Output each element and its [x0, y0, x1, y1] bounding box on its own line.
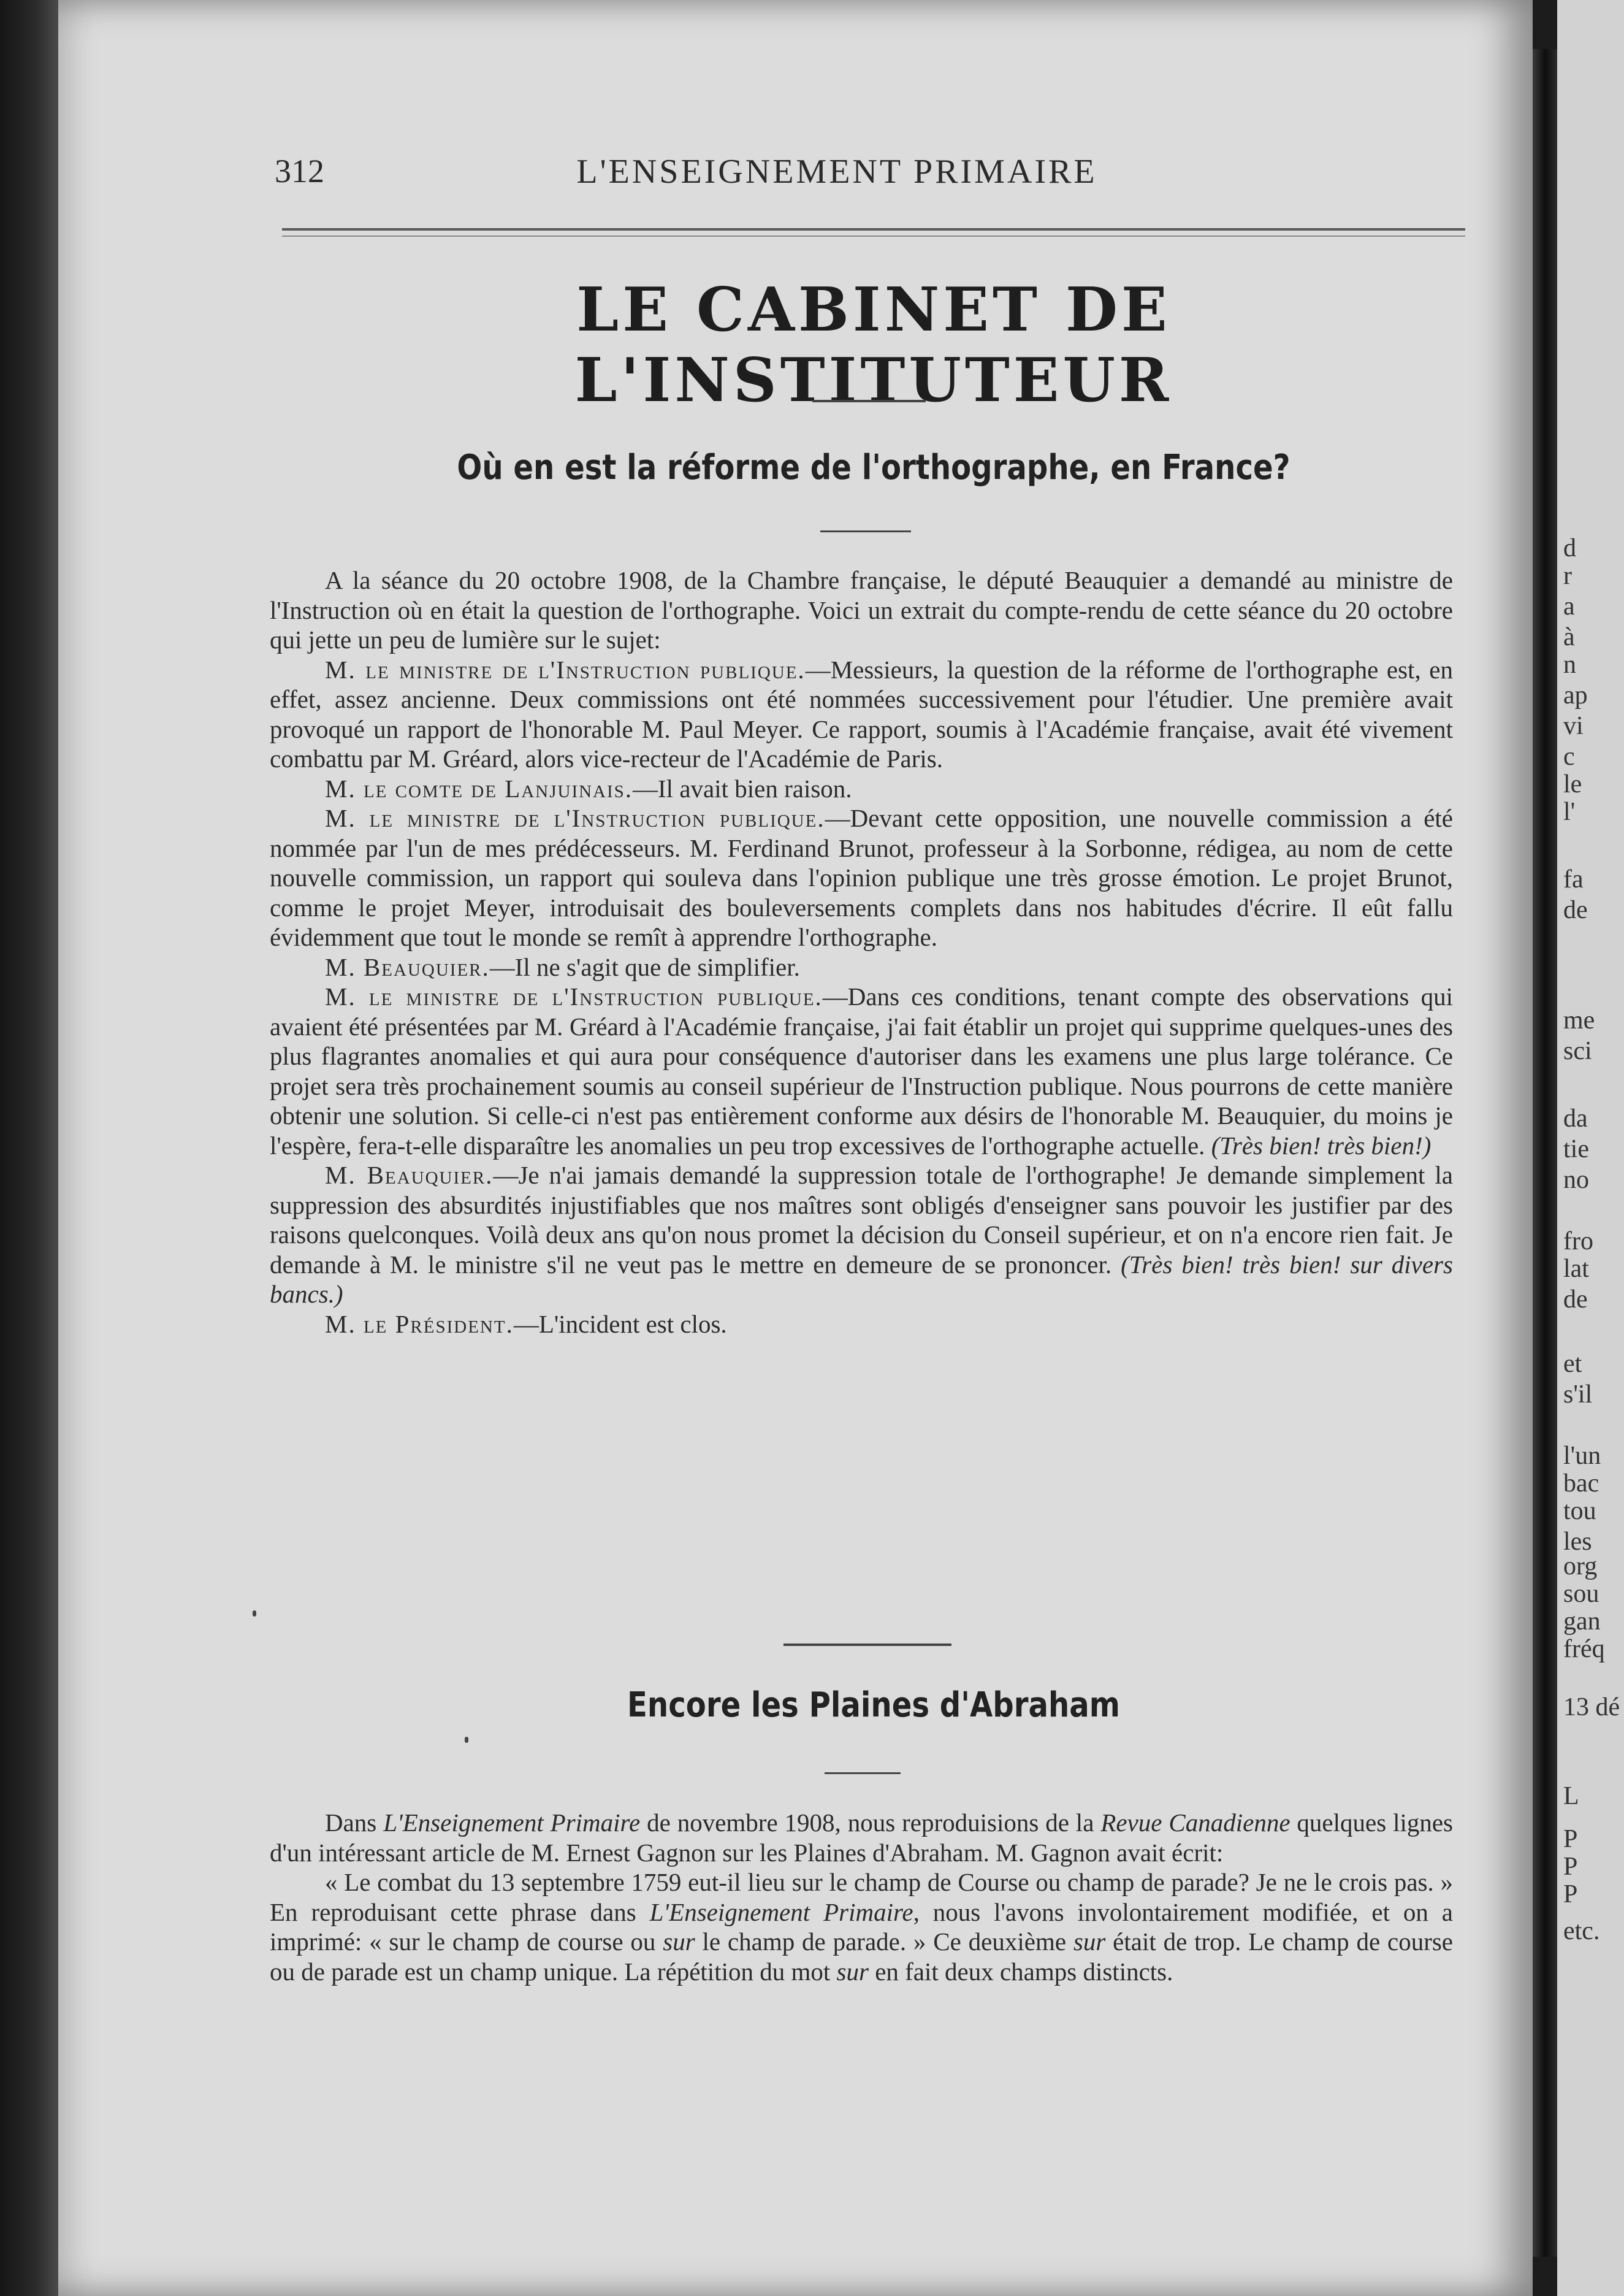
- text-run: était de trop. Le champ de course ou de parade est un champ unique. La répétition du mot: [270, 1927, 1453, 1986]
- facing-page-fragment: et: [1563, 1350, 1582, 1378]
- page-number: 312: [275, 153, 324, 189]
- speaker-name: M. Beauquier.: [325, 1161, 494, 1189]
- ornament-rule: [783, 1644, 951, 1646]
- facing-page-fragment: fa: [1563, 865, 1584, 894]
- emphasis: sur: [836, 1957, 869, 1986]
- article-body: [270, 1808, 1453, 1986]
- facing-page-fragment: tou: [1563, 1497, 1596, 1525]
- paragraph: [270, 1808, 1453, 1867]
- facing-page-fragment: sou: [1563, 1580, 1599, 1608]
- applause-note: (Très bien! très bien!): [1211, 1131, 1431, 1160]
- speech-paragraph: [270, 655, 1453, 774]
- facing-page-fragment: P: [1563, 1880, 1578, 1908]
- header-rule-thin: [282, 235, 1465, 237]
- applause-note: (Très bien! très bien! sur divers bancs.): [270, 1250, 1453, 1308]
- emphasis: sur: [663, 1927, 695, 1956]
- journal-name: L'Enseignement Primaire: [383, 1808, 641, 1837]
- journal-name: Revue Canadienne: [1100, 1808, 1290, 1837]
- debate-transcript: [270, 655, 1453, 1339]
- speaker-name: M. le ministre de l'Instruction publique.: [325, 655, 806, 684]
- speech-text: —Dans ces conditions, tenant compte des observations qui avaient été présentées par M. Gréard à l'Académie française, j'ai fait établir un projet qui supprime quelques-unes des plus flagrantes anomalies et qui aura pour conséquence d'autoriser dans les examens une plus large tolérance. Ce projet sera très prochainement soumis au conseil supérieur de l'Instruction publique. Nous pourrons de cette manière obtenir une solution. Si celle-ci n'est pas entièrement conforme aux désirs de l'honorable M. Beauquier, du moins je l'espère, fera-t-elle disparaître les anomalies un peu trop excessives de l'orthographe actuelle.: [270, 982, 1453, 1160]
- facing-page-fragment: org: [1563, 1552, 1598, 1580]
- facing-page-fragment: de: [1563, 896, 1588, 924]
- article-title: Où en est la réforme de l'orthographe, en France?: [457, 448, 1290, 488]
- speaker-name: M. le ministre de l'Instruction publique.: [325, 804, 825, 832]
- speaker-name: M. Beauquier.: [325, 952, 490, 981]
- speech-paragraph: [270, 1160, 1453, 1309]
- facing-page-fragment: les: [1563, 1528, 1592, 1556]
- article-title: Encore les Plaines d'Abraham: [627, 1685, 1120, 1725]
- facing-page-fragment: fro: [1563, 1227, 1593, 1255]
- speech-text: —Il avait bien raison.: [633, 774, 852, 803]
- facing-page-fragment: d: [1563, 534, 1576, 562]
- text-run: quelques lignes d'un intéressant article de M. Ernest Gagnon sur les Plaines d'Abraham. M. Gagnon avait écrit:: [270, 1808, 1454, 1867]
- facing-page-fragment: vi: [1563, 712, 1584, 740]
- facing-page-fragment: da: [1563, 1104, 1588, 1133]
- facing-page-fragment: 13 dé: [1563, 1693, 1620, 1721]
- facing-page-fragment: à: [1563, 623, 1575, 651]
- text-run: « Le combat du 13 septembre 1759 eut-il lieu sur le champ de Course ou champ de parade? Je ne le crois pas. » En reproduisant cette phrase dans: [270, 1868, 1453, 1926]
- ornament-rule: [825, 1772, 901, 1774]
- emphasis: sur: [1073, 1927, 1106, 1956]
- intro-paragraph: A la séance du 20 octobre 1908, de la Chambre française, le député Beauquier a demandé au ministre de l'Instruction où en était la question de l'orthographe. Voici un extrait du compte-rendu de cette séance du 20 octobre qui jette un peu de lumière sur le sujet:: [270, 566, 1453, 654]
- speech-text: —Messieurs, la question de la réforme de l'orthographe est, en effet, assez ancienne. Deux commissions ont été nommées successivement pour l'étudier. Une première avait provoqué un rapport de l'honorable M. Paul Meyer. Ce rapport, soumis à l'Académie française, avait été vivement combattu par M. Gréard, alors vice-recteur de l'Académie de Paris.: [270, 655, 1454, 773]
- text-run: , nous l'avons involontairement modifiée, et on a imprimé: « sur le champ de course ou: [270, 1897, 1453, 1956]
- speech-paragraph: [270, 774, 1453, 804]
- facing-page-edge: [1557, 0, 1624, 2296]
- speech-paragraph: [270, 1309, 1453, 1339]
- facing-page-fragment: r: [1563, 562, 1572, 590]
- journal-title: L'ENSEIGNEMENT PRIMAIRE: [576, 153, 1097, 191]
- facing-page-fragment: me: [1563, 1006, 1595, 1035]
- text-run: le champ de parade. » Ce deuxième: [695, 1927, 1073, 1956]
- book-gutter: [1533, 49, 1557, 2257]
- facing-page-fragment: etc.: [1563, 1917, 1600, 1945]
- section-title: LE CABINET DE L'INSTITUTEUR: [574, 275, 1173, 416]
- speaker-name: M. le comte de Lanjuinais.: [325, 774, 633, 803]
- speech-text: —L'incident est clos.: [513, 1309, 727, 1338]
- speech-paragraph: [270, 803, 1453, 952]
- journal-name: L'Enseignement Primaire: [649, 1897, 913, 1926]
- speaker-name: M. le ministre de l'Instruction publique.: [325, 982, 823, 1011]
- facing-page-fragment: de: [1563, 1285, 1588, 1314]
- facing-page-fragment: ap: [1563, 681, 1588, 710]
- speech-paragraph: [270, 982, 1453, 1160]
- speech-text: —Il ne s'agit que de simplifier.: [489, 952, 800, 981]
- ornament-rule: [820, 530, 911, 532]
- scan-left-edge: [0, 0, 58, 2296]
- facing-page-fragment: fréq: [1563, 1635, 1605, 1663]
- facing-page-fragment: l': [1563, 798, 1576, 826]
- speech-text: —Je n'ai jamais demandé la suppression totale de l'orthographe! Je demande simplement la suppression des absurdités injustifiables que nos maîtres sont obligés d'enseigner sans pouvoir les justifier par des raisons quelconques. Voilà deux ans qu'on nous promet la décision du Conseil supérieur, et on n'a encore rien fait. Je demande à M. le ministre s'il ne veut pas le mettre en demeure de se prononcer.: [270, 1161, 1453, 1279]
- text-run: de novembre 1908, nous reproduisions de la: [640, 1808, 1101, 1837]
- facing-page-fragment: n: [1563, 651, 1576, 679]
- facing-page-fragment: lat: [1563, 1255, 1589, 1283]
- header-rule: [282, 228, 1465, 231]
- running-head: [208, 152, 1465, 195]
- speech-paragraph: [270, 952, 1453, 982]
- facing-page-fragment: sci: [1563, 1037, 1592, 1065]
- facing-page-fragment: bac: [1563, 1469, 1599, 1498]
- print-speck: [465, 1737, 468, 1743]
- facing-page-fragment: tie: [1563, 1135, 1589, 1163]
- facing-page-fragment: L: [1563, 1782, 1579, 1810]
- ornament-rule: [812, 400, 926, 402]
- speaker-name: M. le Président.: [325, 1309, 514, 1338]
- paragraph: [270, 1867, 1453, 1986]
- facing-page-fragment: P: [1563, 1853, 1578, 1881]
- facing-page-fragment: le: [1563, 770, 1582, 798]
- facing-page-fragment: gan: [1563, 1607, 1601, 1636]
- facing-page-fragment: c: [1563, 743, 1575, 771]
- print-speck: [253, 1610, 256, 1617]
- facing-page-fragment: no: [1563, 1166, 1589, 1194]
- text-run: en fait deux champs distincts.: [868, 1957, 1173, 1986]
- article-body: [270, 565, 1453, 1339]
- facing-page-fragment: l'un: [1563, 1442, 1601, 1470]
- speech-text: —Devant cette opposition, une nouvelle commission a été nommée par l'un de mes prédécesseurs. M. Ferdinand Brunot, professeur à la Sorbonne, rédigea, au nom de cette nouvelle commission, un rapport qui souleva dans l'opinion publique une très grosse émotion. Le projet Brunot, comme le projet Meyer, introduisait des bouleversements complets dans nos habitudes d'écrire. Il eût fallu évidemment que tout le monde se remît à apprendre l'orthographe.: [270, 804, 1454, 951]
- text-run: Dans: [325, 1808, 384, 1837]
- facing-page-fragment: P: [1563, 1825, 1578, 1853]
- facing-page-fragment: s'il: [1563, 1380, 1593, 1409]
- facing-page-fragment: a: [1563, 592, 1575, 621]
